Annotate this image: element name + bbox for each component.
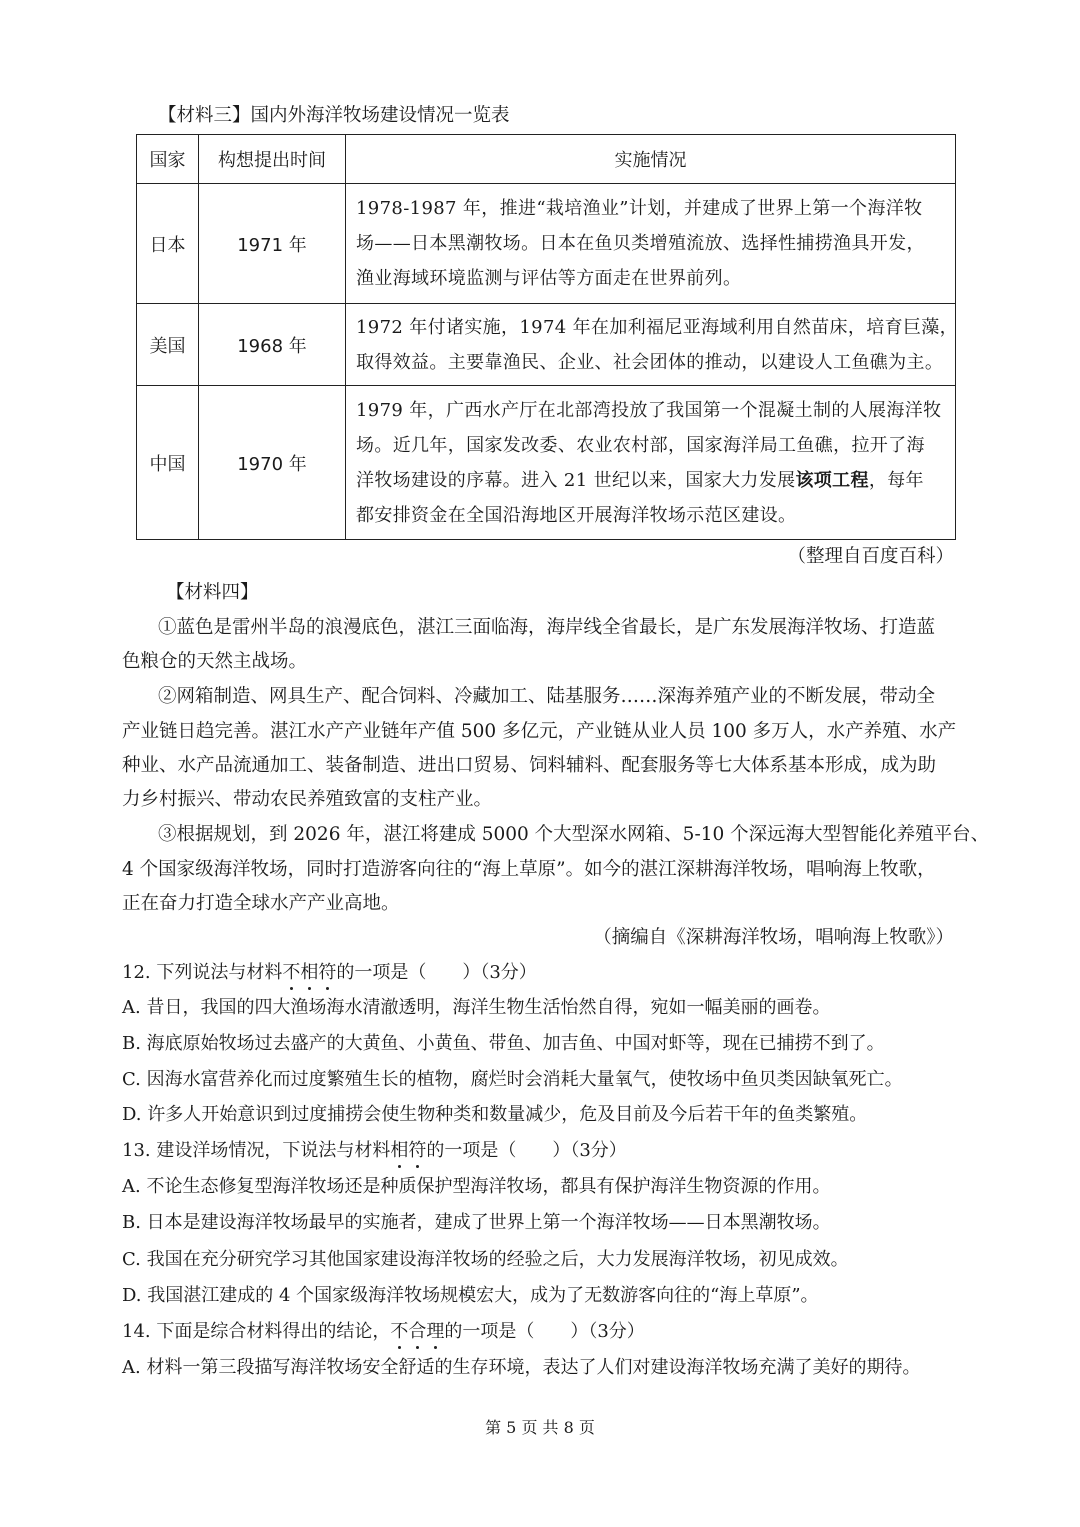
stem-text: 的一项是（ ）（3分） [336,962,537,983]
stem-text: 的一项是（ ）（3分） [444,1321,645,1342]
material4-line: 产业链日趋完善。湛江水产产业链年产值 500 多亿元，产业链从业人员 100 多万人，水产养殖、水产 [122,721,957,742]
material4-line: ③根据规划，到 2026 年，湛江将建成 5000 个大型深水网箱、5-10 个深远海大型智能化养殖平台、 [158,824,990,845]
material4-line: 力乡村振兴、带动农民养殖致富的支柱产业。 [122,789,493,810]
option-a[interactable]: A. 材料一第三段描写海洋牧场安全舒适的生存环境，表达了人们对建设海洋牧场充满了美好的期待。 [122,1357,921,1378]
status-line: 1972 年付诸实施，1974 年在加利福尼亚海域利用自然苗床，培育巨藻， [356,316,959,338]
stem-text: 12. 下列说法与材料 [122,962,283,983]
status-cell [346,386,956,540]
material4-line: ①蓝色是雷州半岛的浪漫底色，湛江三面临海，海岸线全省最长，是广东发展海洋牧场、打造蓝 [158,617,936,638]
table-row [137,304,956,386]
question-14-stem [122,1323,645,1341]
year-cell: 1971 年 [199,184,346,304]
header-time: 构想提出时间 [199,135,346,184]
material4-line: 色粮仓的天然主战场。 [122,651,308,672]
country-cell: 中国 [137,386,199,540]
emphasis-char: 理 [426,1321,445,1342]
emphasis-char: 相 [300,962,319,983]
year-cell: 1970 年 [199,386,346,540]
stem-text: 14. 下面是综合材料得出的结论， [122,1321,391,1342]
emphasis-char: 合 [408,1321,427,1342]
material4-line: 正在奋力打造全球水产产业高地。 [122,893,400,914]
status-line: 都安排资金在全国沿海地区开展海洋牧场示范区建设。 [356,504,797,526]
status-line-tail: ，每年 [868,469,924,491]
option-b[interactable]: B. 海底原始牧场过去盛产的大黄鱼、小黄鱼、带鱼、加吉鱼、中国对虾等，现在已捕捞不到了。 [122,1033,885,1054]
option-d[interactable]: D. 我国湛江建成的 4 个国家级海洋牧场规模宏大，成为了无数游客向往的“海上草原”。 [122,1285,819,1306]
status-line: 场——日本黑潮牧场。日本在鱼贝类增殖流放、选择性捕捞渔具开发， [356,233,925,254]
option-c[interactable]: C. 我国在充分研究学习其他国家建设海洋牧场的经验之后，大力发展海洋牧场，初见成效。 [122,1249,849,1270]
status-line: 场。近几年，国家发改委、农业农村部，国家海洋局工鱼礁，拉开了海 [356,434,925,456]
stem-text: 13. 建设洋场情况，下说法与材料 [122,1140,391,1161]
question-13-stem [122,1142,627,1160]
option-d[interactable]: D. 许多人开始意识到过度捕捞会使生物种类和数量减少，危及目前及今后若干年的鱼类繁殖。 [122,1104,868,1125]
table-row [137,184,956,304]
status-line: 1979 年，广西水产厅在北部湾投放了我国第一个混凝土制的人展海洋牧 [356,399,942,421]
emphasis-char: 不 [282,962,301,983]
material4-title: 【材料四】 [166,582,259,603]
material4-line: 4 个国家级海洋牧场，同时打造游客向往的“海上草原”。如今的湛江深耕海洋牧场，唱响海上牧歌， [122,859,936,880]
stem-text: 的一项是（ ）（3分） [426,1140,627,1161]
bold-phrase: 该项工程 [795,469,869,491]
material3-source: （整理自百度百科） [787,546,954,567]
status-line: 取得效益。主要靠渔民、企业、社会团体的推动，以建设人工鱼礁为主。 [356,351,944,373]
header-country: 国家 [137,135,199,184]
year-cell: 1968 年 [199,304,346,386]
emphasis-char: 相 [390,1140,409,1161]
status-line [356,463,945,498]
emphasis-char: 不 [390,1321,409,1342]
material4-line: 种业、水产品流通加工、装备制造、进出口贸易、饲料辅料、配套服务等七大体系基本形成，成为助 [122,755,937,776]
status-line-text: 洋牧场建设的序幕。进入 21 世纪以来，国家大力发展 [356,469,796,491]
status-cell [346,304,959,386]
status-cell [346,184,956,304]
option-a[interactable]: A. 不论生态修复型海洋牧场还是种质保护型海洋牧场，都具有保护海洋生物资源的作用。 [122,1176,831,1197]
material4-line: ②网箱制造、网具生产、配合饲料、冷藏加工、陆基服务……深海养殖产业的不断发展，带动全 [158,686,936,707]
header-status: 实施情况 [346,135,956,184]
option-c[interactable]: C. 因海水富营养化而过度繁殖生长的植物，腐烂时会消耗大量氧气，使牧场中鱼贝类因缺氧死亡。 [122,1069,903,1090]
country-cell: 美国 [137,304,199,386]
table-row [137,386,956,540]
emphasis-char: 符 [318,962,337,983]
material4-source: （摘编自《深耕海洋牧场，唱响海上牧歌》） [593,927,954,948]
question-12-stem [122,964,537,982]
table-header-row [137,135,956,184]
option-b[interactable]: B. 日本是建设海洋牧场最早的实施者，建成了世界上第一个海洋牧场——日本黑潮牧场。 [122,1212,831,1233]
status-line: 1978-1987 年，推进“栽培渔业”计划，并建成了世界上第一个海洋牧 [356,198,923,219]
emphasis-char: 符 [408,1140,427,1161]
material3-title: 【材料三】国内外海洋牧场建设情况一览表 [158,105,510,126]
page-footer: 第 5 页 共 8 页 [485,1418,595,1437]
option-a[interactable]: A. 昔日，我国的四大渔场海水清澈透明，海洋生物生活怡然自得，宛如一幅美丽的画卷。 [122,997,831,1018]
construction-table [136,134,959,540]
status-line: 渔业海域环境监测与评估等方面走在世界前列。 [356,268,742,289]
country-cell: 日本 [137,184,199,304]
